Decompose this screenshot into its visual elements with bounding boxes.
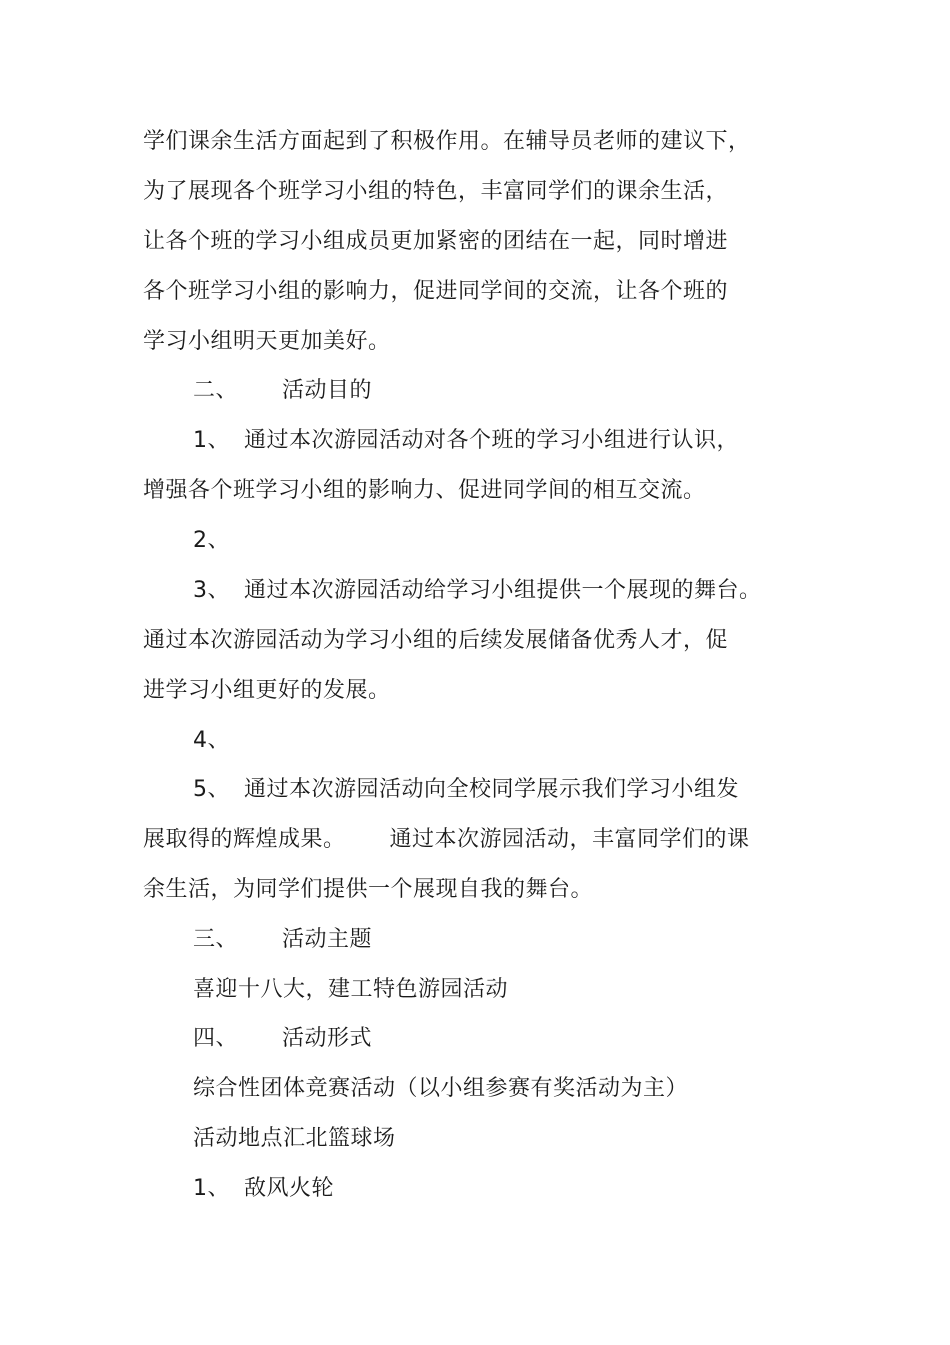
section-heading-3 — [193, 925, 372, 955]
goal-item-5-continuation-2: 余生活，为同学们提供一个展现自我的舞台。 — [143, 877, 594, 902]
paragraph-line-4: 各个班学习小组的影响力，促进同学间的交流，让各个班的 — [143, 279, 729, 304]
section-heading-4 — [193, 1024, 372, 1054]
goal-item-5-continuation — [143, 825, 750, 855]
goal-number: 1、 — [193, 428, 230, 453]
goal-number: 3、 — [193, 578, 230, 603]
paragraph-line-5: 学习小组明天更加美好。 — [143, 329, 391, 354]
section-title: 活动目的 — [282, 378, 373, 403]
goal-number: 5、 — [193, 777, 230, 802]
goal-continuation-b: 通过本次游园活动，丰富同学们的课 — [389, 827, 750, 852]
goal-item-5 — [193, 775, 739, 805]
section-4-location: 活动地点汇北篮球场 — [193, 1126, 396, 1151]
goal-item-1 — [193, 426, 739, 456]
paragraph-line-1: 学们课余生活方面起到了积极作用。在辅导员老师的建议下， — [143, 129, 751, 154]
section-number: 三、 — [193, 927, 239, 952]
section-number: 二、 — [193, 378, 239, 403]
section-3-content: 喜迎十八大，建工特色游园活动 — [193, 977, 509, 1002]
goal-item-3 — [193, 576, 762, 606]
activity-name: 敌风火轮 — [244, 1176, 335, 1201]
goal-text: 通过本次游园活动对各个班的学习小组进行认识， — [244, 428, 740, 453]
goal-continuation-a: 展取得的辉煌成果。 — [143, 827, 346, 852]
section-4-content: 综合性团体竞赛活动（以小组参赛有奖活动为主） — [193, 1076, 689, 1101]
activity-number: 1、 — [193, 1176, 230, 1201]
activity-item-1 — [193, 1174, 334, 1204]
section-heading-2 — [193, 376, 372, 406]
paragraph-line-2: 为了展现各个班学习小组的特色，丰富同学们的课余生活， — [143, 179, 729, 204]
goal-item-3-continuation: 通过本次游园活动为学习小组的后续发展储备优秀人才，促 — [143, 628, 729, 653]
section-title: 活动形式 — [282, 1026, 373, 1051]
section-number: 四、 — [193, 1026, 239, 1051]
paragraph-line-3: 让各个班的学习小组成员更加紧密的团结在一起，同时增进 — [143, 229, 729, 254]
goal-item-3-continuation-2: 进学习小组更好的发展。 — [143, 678, 391, 703]
goal-item-2: 2、 — [193, 528, 230, 553]
goal-item-1-continuation: 增强各个班学习小组的影响力、促进同学间的相互交流。 — [143, 478, 706, 503]
section-title: 活动主题 — [282, 927, 373, 952]
goal-text: 通过本次游园活动向全校同学展示我们学习小组发 — [244, 777, 740, 802]
goal-text: 通过本次游园活动给学习小组提供一个展现的舞台。 — [244, 578, 762, 603]
goal-item-4: 4、 — [193, 728, 230, 753]
